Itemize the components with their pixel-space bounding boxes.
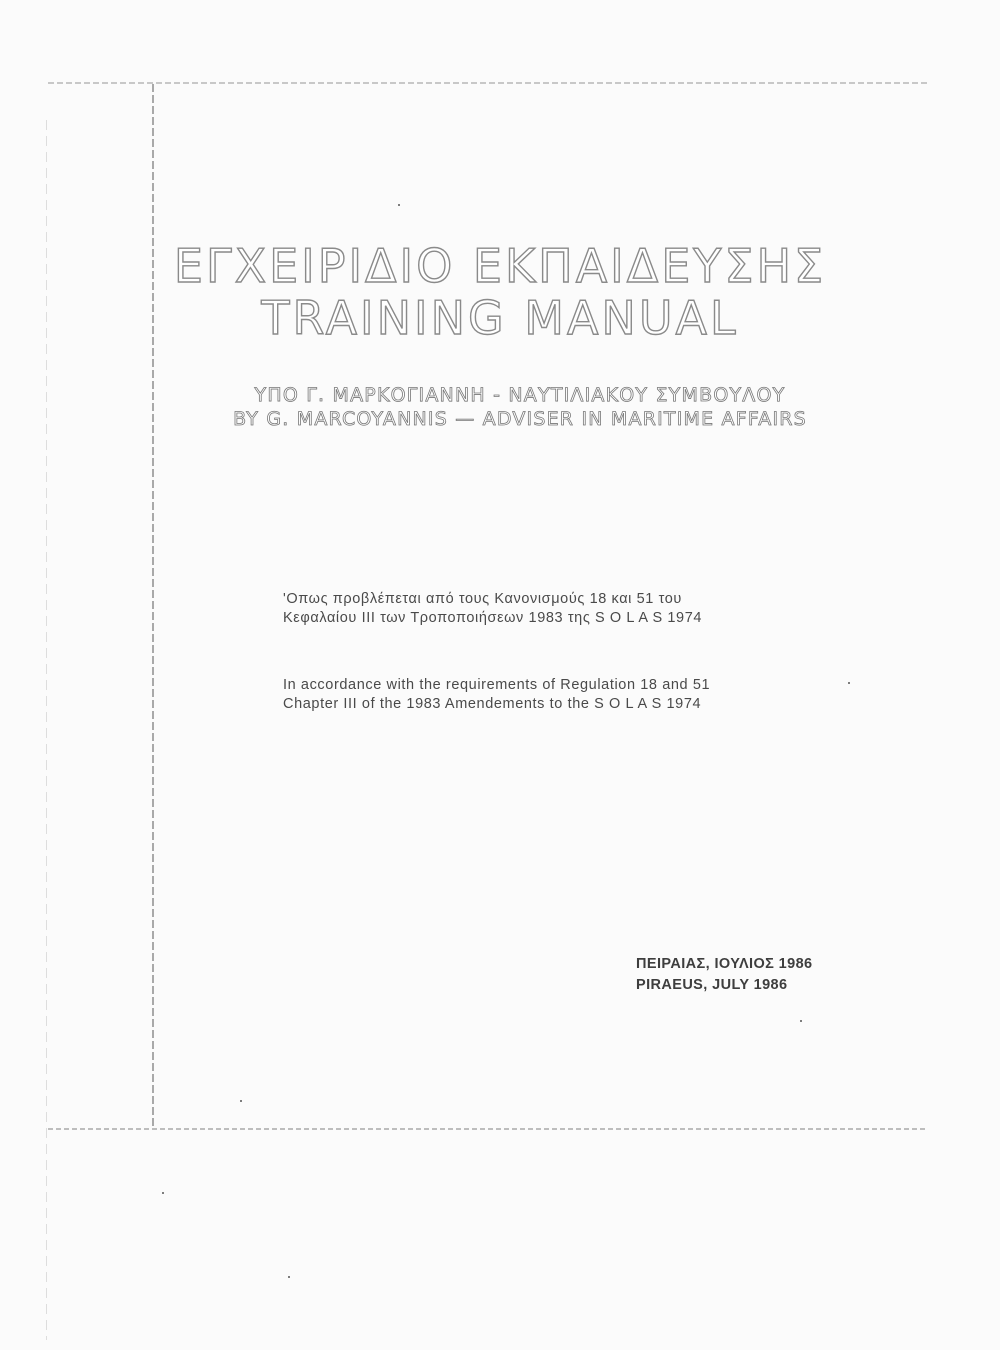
place-date-english: PIRAEUS, JULY 1986: [636, 977, 788, 993]
scan-edge-left: [46, 120, 47, 1340]
title-greek: ΕΓΧΕΙΡΙΔΙΟ ΕΚΠΑΙΔΕΥΣΗΣ: [173, 239, 827, 293]
author-english: BY G. MARCOYANNIS — ADVISER IN MARITIME AFFAIRS: [233, 408, 807, 430]
english-paragraph-line-1: In accordance with the requirements of Regulation 18 and 51: [283, 677, 711, 693]
title-english: TRAINING MANUAL: [261, 291, 739, 345]
scan-speck: [800, 1020, 802, 1022]
place-date-greek: ΠΕΙΡΑΙΑΣ, ΙΟΥΛΙΟΣ 1986: [636, 956, 813, 972]
scan-speck: [162, 1192, 164, 1194]
greek-paragraph-line-1: 'Οπως προβλέπεται από τους Κανονισμούς 18 και 51 του: [283, 591, 682, 607]
english-regulation-paragraph: [283, 676, 803, 714]
english-paragraph-line-2: Chapter III of the 1983 Amendements to the S O L A S 1974: [283, 696, 702, 712]
scan-border-bottom: [48, 1128, 928, 1130]
author-greek: ΥΠΟ Γ. ΜΑΡΚΟΓΙΑΝΝΗ - ΝΑΥΤΙΛΙΑΚΟΥ ΣΥΜΒΟΥΛΟΥ: [254, 384, 786, 406]
scan-border-top: [48, 82, 928, 84]
scan-speck: [398, 204, 400, 206]
greek-regulation-paragraph: [283, 590, 803, 628]
scan-speck: [240, 1100, 242, 1102]
scan-speck: [288, 1276, 290, 1278]
scan-speck: [848, 682, 850, 684]
title-block: [150, 240, 850, 344]
greek-paragraph-line-2: Κεφαλαίου III των Τροποποιήσεων 1983 της S O L A S 1974: [283, 610, 703, 626]
place-date-block: [636, 954, 856, 996]
author-block: [170, 383, 870, 431]
